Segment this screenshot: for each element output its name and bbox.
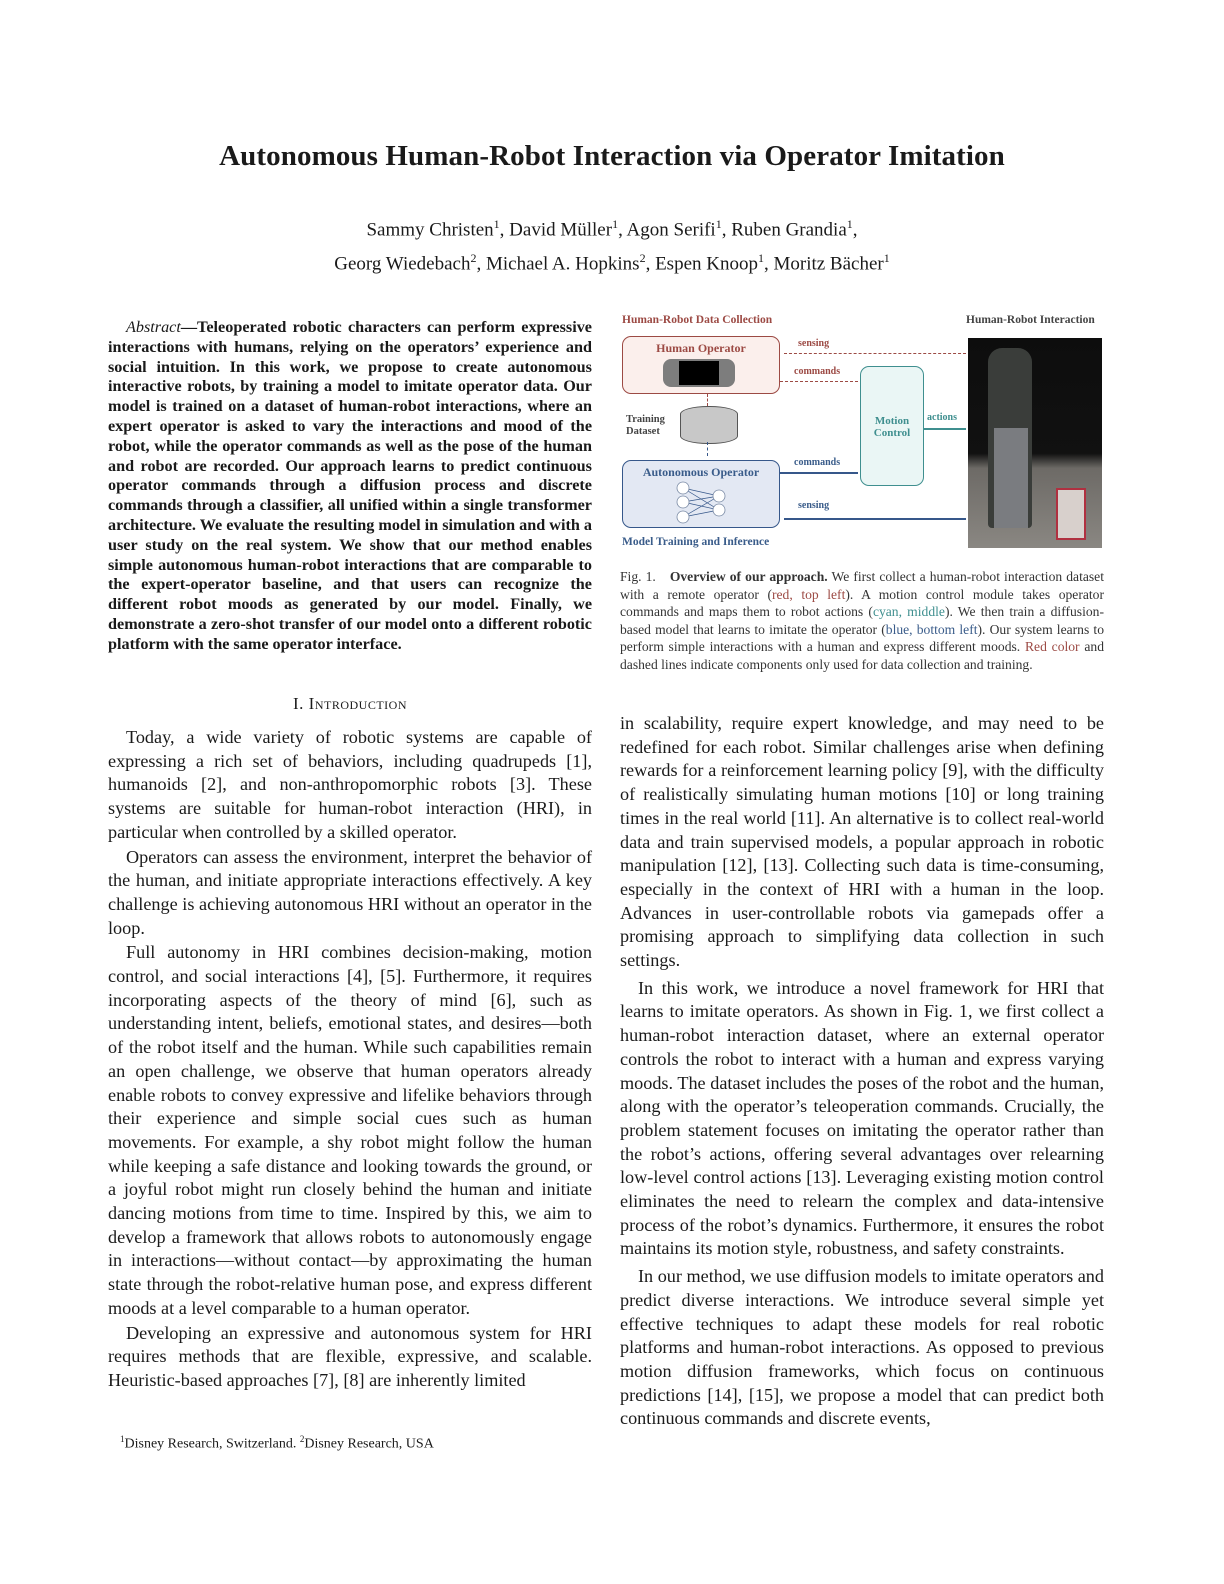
paragraph: Full autonomy in HRI combines decision-making, motion control, and social interactions [4], [5]. Furthermore, it requires incorporating aspects of the theory of mind [6], such as understanding intent, beliefs, emotional states, and desires—both of the robot itself and the human. While such capabilities remain an open challenge, we observe that human operators already enable robots to convey expressive and lifelike behaviors through their experience and simple social cues such as human movements. For example, a shy robot might follow the human while keeping a safe distance and looking towards the ground, or a joyful robot might run closely behind the human and initiate dancing motions from time to time. Inspired by this, we aim to develop a framework that allows robots to autonomously engage in interactions—without contact—by approximating the human state through the robot-relative human pose, and express different moods at a level comparable to a human operator.: [108, 942, 592, 1318]
database-icon: [680, 406, 738, 444]
affiliation-mark: 1: [883, 251, 890, 266]
figure-1: [618, 308, 1108, 558]
affiliation-mark: 1: [493, 217, 500, 231]
author: Georg Wiedebach: [334, 253, 471, 275]
figure-caption: [620, 568, 1104, 674]
caption-ref-red-color: Red color: [1024, 639, 1080, 655]
motion-control-box: [860, 366, 924, 486]
author: Espen Knoop: [655, 253, 758, 275]
caption-text: ). A motion control module takes operator commands and maps them to robot actions (: [620, 586, 1104, 620]
affiliation-1: Disney Research, Switzerland.: [124, 1436, 297, 1452]
training-dataset-label: Training Dataset: [626, 414, 665, 437]
footnote: [120, 1434, 434, 1453]
affiliation-mark: 1: [612, 217, 619, 231]
footnote-mark: 2: [299, 1434, 305, 1444]
author: Agon Serifi: [626, 219, 716, 241]
abstract-text: Teleoperated robotic characters can perform expressive interactions with humans, relying on the operators’ experience and social intuition. In this work, we propose to create autonomous interactive robots, by training a model to imitate operator data. Our model is trained on a dataset of human-robot interactions, where an expert operator is asked to vary the interactions and mood of the robot, while the operator commands as well as the pose of the human and robot are recorded. Our approach learns to predict continuous operator commands through a diffusion process and discrete commands through a classifier, all unified within a single transformer architecture. We evaluate the resulting model in simulation and with a user study on the real system. We show that our method enables simple autonomous human-robot interactions that are comparable to the expert-operator baseline, and that users can recognize the different robot moods as generated by our model. Finally, we demonstrate a zero-shot transfer of our model onto a different robotic platform with the same operator interface.: [108, 318, 592, 653]
intro-left-column: [108, 726, 592, 1393]
figure-section-data-collection: Human-Robot Data Collection: [622, 314, 773, 326]
dashed-connector: [707, 394, 708, 406]
intro-right-column: [620, 712, 1104, 1431]
affiliation-2: Disney Research, USA: [304, 1436, 434, 1452]
actions-label: actions: [927, 412, 957, 423]
paragraph: Today, a wide variety of robotic systems are capable of expressing a rich set of behaviors, including quadrupeds [1], humanoids [2], and non-anthropomorphic robots [3]. These systems are suitable for human-robot interaction (HRI), in particular when controlled by a skilled operator.: [108, 727, 592, 842]
sensing-arrow-bottom: [784, 518, 966, 520]
paragraph: In our method, we use diffusion models to imitate operators and predict diverse interactions. We introduce several simple yet effective techniques to adapt these models for real robotic platforms and human-robot interactions. As opposed to previous motion diffusion frameworks, which focus on continuous predictions [14], [15], we propose a model that can predict both continuous commands and discrete events,: [620, 1266, 1104, 1429]
figure-number: Fig. 1.: [620, 569, 656, 584]
author-line-1: Sammy Christen$^1$, David Müller$^1$, Agon Serifi$^1$, Ruben Grandia$^1$,: [366, 217, 858, 241]
autonomous-operator-label: Autonomous Operator: [642, 465, 760, 479]
sensing-arrow-top: [784, 353, 966, 354]
commands-arrow-top: [780, 381, 858, 382]
abstract: [108, 318, 592, 655]
author: Ruben Grandia: [731, 219, 847, 241]
sensing-label-bottom: sensing: [798, 500, 830, 511]
neural-network-icon: [675, 481, 731, 525]
affiliation-mark: 2: [470, 251, 477, 266]
abstract-dash: —: [180, 318, 198, 336]
sensing-label-top: sensing: [798, 338, 830, 349]
author: Moritz Bächer: [773, 253, 884, 275]
caption-ref-blue: blue, bottom left: [885, 621, 978, 637]
paragraph: Developing an expressive and autonomous system for HRI requires methods that are flexible, expressive, and scalable. Heuristic-based approaches [7], [8] are inherently limited: [108, 1322, 592, 1390]
section-heading: I. Introduction: [293, 694, 407, 713]
affiliation-mark: 1: [715, 217, 722, 231]
affiliation-mark: 1: [757, 251, 764, 266]
author-line-2: Georg Wiedebach$^2$, Michael A. Hopkins$^2$, Espen Knoop$^1$, Moritz Bächer$^1$: [334, 251, 890, 275]
author: Sammy Christen: [366, 219, 494, 241]
figure-section-model-training: Model Training and Inference: [622, 536, 770, 548]
footnote-mark: 1: [120, 1434, 125, 1444]
gamepad-icon: [663, 359, 735, 387]
human-operator-label: Human Operator: [656, 341, 746, 355]
affiliation-mark: 2: [639, 251, 646, 266]
caption-title: Overview of our approach.: [669, 569, 828, 584]
human-legs: [994, 428, 1028, 528]
caption-text: and dashed lines indicate components only used for data collection and training.: [620, 639, 1104, 672]
caption-text: We first collect a human-robot interaction dataset with a remote operator (: [620, 569, 1104, 602]
commands-label-top: commands: [794, 366, 841, 377]
human-operator-box: [622, 336, 780, 394]
abstract-label: Abstract: [126, 318, 181, 336]
author: Michael A. Hopkins: [485, 253, 640, 275]
affiliation-mark: 1: [846, 217, 853, 231]
author: David Müller: [509, 219, 613, 241]
figure-section-interaction: Human-Robot Interaction: [966, 314, 1095, 326]
caption-text: ). Our system learns to perform simple interactions with a human and express different moods.: [620, 621, 1104, 655]
paragraph: in scalability, require expert knowledge, and may need to be redefined for each robot. Similar challenges arise when defining rewards for a reinforcement learning policy [9], with the difficulty of realistically simulating human motions [10] or long training times in the real world [11]. An alternative is to collect real-world data and train supervised models, a popular approach in robotic manipulation [12], [13]. Collecting such data is time-consuming, especially in the context of HRI with a human in the loop. Advances in user-controllable robots via gamepads offer a promising approach to simplifying data collection in such settings.: [620, 713, 1104, 971]
human-robot-photo: [968, 338, 1102, 548]
caption-ref-red: red, top left: [772, 586, 846, 602]
commands-arrow-bottom: [780, 472, 858, 474]
commands-label-bottom: commands: [794, 457, 841, 468]
autonomous-operator-box: [622, 460, 780, 528]
caption-ref-cyan: cyan, middle: [872, 604, 945, 620]
caption-text: ). We then train a diffusion-based model that learns to imitate the operator (: [620, 604, 1104, 637]
paper-title: Autonomous Human-Robot Interaction via Operator Imitation: [219, 140, 1005, 172]
paragraph: In this work, we introduce a novel framework for HRI that learns to imitate operators. As shown in Fig. 1, we first collect a human-robot interaction dataset, where an external operator controls the robot to interact with a human and express varying moods. The dataset includes the poses of the robot and the human, along with the operator’s teleoperation commands. Crucially, the problem statement focuses on imitating the operator rather than the robot’s actions, offering several advantages over relearning low-level control actions [13]. Leveraging existing motion control eliminates the need to relearn the complex and data-intensive process of the robot’s dynamics. Furthermore, it ensures the robot maintains its motion style, robustness, and safety constraints.: [620, 977, 1104, 1259]
dashed-connector: [707, 442, 708, 456]
author-list: [0, 210, 1224, 279]
actions-arrow: [924, 428, 966, 430]
robot-figure: [1056, 488, 1086, 540]
motion-control-label: Motion Control: [873, 415, 911, 439]
paragraph: Operators can assess the environment, interpret the behavior of the human, and initiate appropriate interactions effectively. A key challenge is achieving autonomous HRI without an operator in the loop.: [108, 846, 592, 938]
